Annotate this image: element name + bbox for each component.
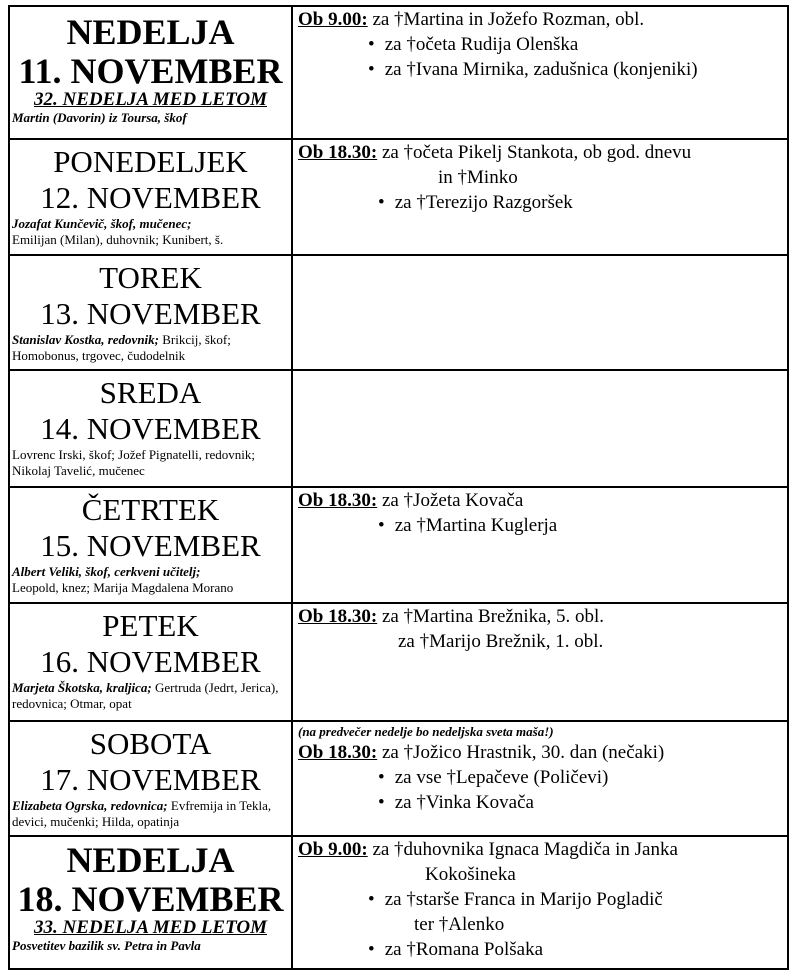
- saint-of-day: Posvetitev bazilik sv. Petra in Pavla: [12, 938, 201, 953]
- mass-line: [298, 604, 787, 629]
- mass-time: Ob 18.30:: [298, 606, 378, 627]
- mass-cell: [292, 603, 788, 721]
- mass-intention: za †Marijo Brežnik, 1. obl.: [398, 631, 604, 652]
- mass-intention: in †Minko: [438, 167, 518, 188]
- mass-time: Ob 18.30:: [298, 142, 378, 163]
- mass-intention: za †očeta Pikelj Stankota, ob god. dnevu: [381, 142, 692, 163]
- bullet-icon: •: [368, 59, 375, 80]
- day-row: [9, 370, 788, 487]
- day-name: NEDELJA: [66, 12, 235, 52]
- mass-intention: za †duhovnika Ignaca Magdiča in Janka: [372, 839, 678, 860]
- mass-line: [298, 790, 787, 815]
- mass-line: [298, 629, 787, 654]
- day-date: 11. NOVEMBER: [18, 51, 283, 91]
- saint-of-day: Albert Veliki, škof, cerkveni učitelj; Leopold, knez; Marija Magdalena Morano: [12, 564, 234, 595]
- sunday-title: 32. NEDELJA MED LETOM: [34, 89, 267, 110]
- day-cell: [9, 836, 292, 969]
- mass-schedule-table: [8, 5, 789, 970]
- mass-intention: za vse †Lepačeve (Poličevi): [394, 767, 609, 788]
- day-date: 12. NOVEMBER: [40, 180, 261, 215]
- mass-line: [298, 57, 787, 82]
- mass-intention: za †Ivana Mirnika, zadušnica (konjeniki): [384, 59, 698, 80]
- mass-cell: [292, 139, 788, 255]
- mass-line: [298, 190, 787, 215]
- mass-time: Ob 9.00:: [298, 9, 368, 30]
- mass-line: [298, 488, 787, 513]
- bullet-icon: •: [368, 889, 375, 910]
- day-row: [9, 139, 788, 255]
- bullet-icon: •: [378, 515, 385, 536]
- day-row: [9, 603, 788, 721]
- mass-cell: [292, 487, 788, 603]
- bullet-icon: •: [368, 34, 375, 55]
- mass-cell: [292, 255, 788, 370]
- mass-intention: za †Jožico Hrastnik, 30. dan (nečaki): [381, 742, 665, 763]
- mass-intention: za †Jožeta Kovača: [381, 490, 524, 511]
- mass-line: [298, 7, 787, 32]
- day-cell: [9, 370, 292, 487]
- mass-cell: [292, 721, 788, 836]
- day-row: [9, 487, 788, 603]
- day-date: 17. NOVEMBER: [40, 762, 261, 797]
- mass-intention: za †Vinka Kovača: [394, 792, 534, 813]
- mass-line: [298, 165, 787, 190]
- day-date: 16. NOVEMBER: [40, 644, 261, 679]
- day-name: NEDELJA: [66, 840, 235, 880]
- day-date: 15. NOVEMBER: [40, 528, 261, 563]
- day-name: ČETRTEK: [81, 492, 220, 527]
- saint-of-day: Marjeta Škotska, kraljica; Gertruda (Jedrt, Jerica), redovnica; Otmar, opat: [12, 680, 279, 711]
- day-cell: [9, 603, 292, 721]
- day-cell: [9, 721, 292, 836]
- mass-intention: Kokošineka: [425, 864, 516, 885]
- day-cell: [9, 487, 292, 603]
- day-row: [9, 721, 788, 836]
- mass-intention: za †očeta Rudija Olenška: [384, 34, 579, 55]
- saturday-note: (na predvečer nedelje bo nedeljska sveta maša!): [298, 724, 554, 739]
- mass-intention: za †Martina Kuglerja: [394, 515, 558, 536]
- day-cell: [9, 6, 292, 139]
- mass-line: [298, 887, 787, 912]
- mass-line: [298, 912, 787, 937]
- mass-line: [298, 937, 787, 962]
- day-name: TOREK: [99, 260, 202, 295]
- day-date: 14. NOVEMBER: [40, 411, 261, 446]
- day-name: PONEDELJEK: [53, 144, 248, 179]
- saint-of-day: Stanislav Kostka, redovnik; Brikcij, škof; Homobonus, trgovec, čudodelnik: [12, 332, 231, 363]
- day-date: 18. NOVEMBER: [17, 879, 284, 919]
- mass-time: Ob 18.30:: [298, 490, 378, 511]
- mass-line: [298, 140, 787, 165]
- mass-cell: [292, 370, 788, 487]
- mass-intention: za †Martina Brežnika, 5. obl.: [381, 606, 605, 627]
- mass-line: [298, 765, 787, 790]
- day-date: 13. NOVEMBER: [40, 296, 261, 331]
- mass-line: [298, 513, 787, 538]
- mass-cell: [292, 836, 788, 969]
- mass-intention: ter †Alenko: [414, 914, 505, 935]
- day-name: SOBOTA: [89, 726, 212, 761]
- bullet-icon: •: [378, 792, 385, 813]
- saint-of-day: Jozafat Kunčevič, škof, mučenec; Emilijan (Milan), duhovnik; Kunibert, š.: [12, 216, 224, 247]
- mass-cell: [292, 6, 788, 139]
- saint-of-day: Elizabeta Ogrska, redovnica; Evfremija in Tekla, devici, mučenki; Hilda, opatinja: [12, 798, 272, 829]
- day-cell: [9, 139, 292, 255]
- mass-line: [298, 837, 787, 862]
- day-cell: [9, 255, 292, 370]
- mass-intention: za †Martina in Jožefo Rozman, obl.: [372, 9, 645, 30]
- day-row: [9, 836, 788, 969]
- saint-of-day: Lovrenc Irski, škof; Jožef Pignatelli, redovnik; Nikolaj Tavelić, mučenec: [12, 447, 255, 478]
- mass-time: Ob 9.00:: [298, 839, 368, 860]
- mass-line: [298, 32, 787, 57]
- bullet-icon: •: [378, 767, 385, 788]
- bullet-icon: •: [368, 939, 375, 960]
- mass-intention: za †starše Franca in Marijo Pogladič: [384, 889, 663, 910]
- day-row: [9, 6, 788, 139]
- bullet-icon: •: [378, 192, 385, 213]
- mass-line: [298, 862, 787, 887]
- mass-intention: za †Terezijo Razgoršek: [394, 192, 573, 213]
- day-name: PETEK: [102, 608, 199, 643]
- mass-time: Ob 18.30:: [298, 742, 378, 763]
- saint-of-day: Martin (Davorin) iz Toursa, škof: [12, 110, 187, 125]
- mass-line: [298, 740, 787, 765]
- day-row: [9, 255, 788, 370]
- mass-intention: za †Romana Polšaka: [384, 939, 544, 960]
- day-name: SREDA: [99, 375, 202, 410]
- sunday-title: 33. NEDELJA MED LETOM: [34, 917, 267, 938]
